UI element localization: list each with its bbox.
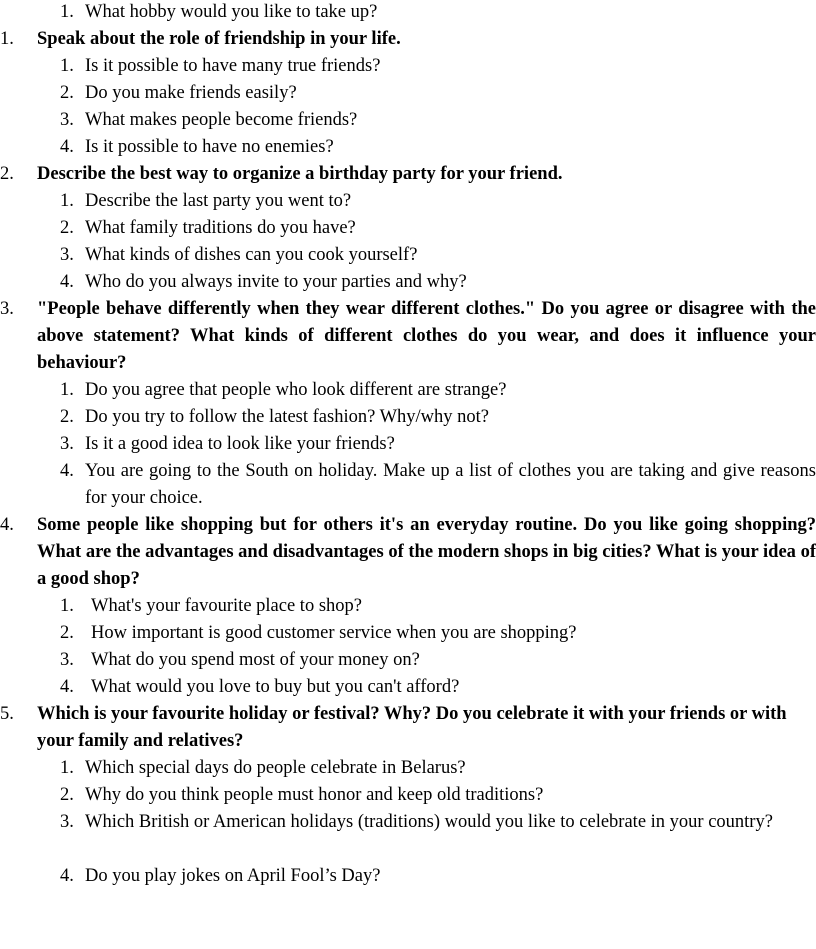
item-text: Who do you always invite to your parties and why? [85, 272, 467, 292]
item-number: 1. [60, 758, 74, 778]
list-item [0, 863, 816, 890]
item-text: Do you try to follow the latest fashion? Why/why not? [85, 407, 490, 427]
item-number: 1. [60, 596, 74, 616]
item-text: What makes people become friends? [85, 110, 358, 130]
question-number: 1. [0, 29, 14, 49]
item-text: Is it a good idea to look like your friends? [85, 434, 395, 454]
list-item [0, 53, 816, 80]
list-item [0, 674, 816, 701]
item-number: 4. [60, 677, 74, 697]
question-text: Speak about the role of friendship in your life. [37, 29, 401, 49]
item-text: Describe the last party you went to? [85, 191, 352, 211]
item-text: Do you play jokes on April Fool’s Day? [85, 866, 381, 886]
item-text: Is it possible to have no enemies? [85, 137, 334, 157]
item-number: 4. [60, 272, 74, 292]
list-item [0, 593, 816, 620]
question-text: Some people like shopping but for others it's an everyday routine. Do you like going shopping? What are the advantages and disadvantages of the modern shops in big cities? What is your idea of a good shop? [37, 515, 816, 589]
item-text: You are going to the South on holiday. Make up a list of clothes you are taking and give reasons for your choice. [85, 461, 816, 508]
item-number: 4. [60, 137, 74, 157]
question-3 [0, 296, 816, 377]
item-number: 3. [60, 434, 74, 454]
item-number: 1. [60, 191, 74, 211]
list-item [0, 215, 816, 242]
item-number: 4. [60, 461, 74, 481]
item-number: 1. [60, 2, 74, 22]
item-number: 3. [60, 650, 74, 670]
item-number: 3. [60, 812, 74, 832]
item-text: What hobby would you like to take up? [85, 2, 378, 22]
item-number: 3. [60, 245, 74, 265]
question-text: Which is your favourite holiday or festival? Why? Do you celebrate it with your friends or with your family and relatives? [37, 704, 787, 751]
item-text: Do you make friends easily? [85, 83, 297, 103]
question-number: 3. [0, 299, 14, 319]
item-number: 2. [60, 83, 74, 103]
question-1 [0, 26, 816, 53]
list-item [0, 80, 816, 107]
list-item [0, 620, 816, 647]
list-item [0, 647, 816, 674]
list-item [0, 809, 816, 863]
list-item [0, 134, 816, 161]
question-4 [0, 512, 816, 593]
list-item [0, 107, 816, 134]
item-number: 1. [60, 380, 74, 400]
item-text: How important is good customer service when you are shopping? [91, 623, 577, 643]
list-item [0, 269, 816, 296]
item-number: 4. [60, 866, 74, 886]
item-number: 2. [60, 407, 74, 427]
question-5 [0, 701, 816, 755]
item-text: What would you love to buy but you can't afford? [91, 677, 460, 697]
item-number: 3. [60, 110, 74, 130]
item-text: What family traditions do you have? [85, 218, 356, 238]
question-number: 4. [0, 515, 14, 535]
list-item [0, 458, 816, 512]
item-number: 2. [60, 785, 74, 805]
question-2 [0, 161, 816, 188]
list-item [0, 431, 816, 458]
list-item [0, 782, 816, 809]
question-text: Describe the best way to organize a birthday party for your friend. [37, 164, 563, 184]
list-item [0, 755, 816, 782]
item-number: 2. [60, 623, 74, 643]
question-text: "People behave differently when they wear different clothes." Do you agree or disagree with the above statement? What kinds of different clothes do you wear, and does it influence your behaviour? [37, 299, 816, 373]
list-item [0, 188, 816, 215]
question-number: 2. [0, 164, 14, 184]
item-text: What do you spend most of your money on? [91, 650, 420, 670]
item-text: Is it possible to have many true friends? [85, 56, 381, 76]
list-item [0, 0, 816, 26]
item-text: Which British or American holidays (traditions) would you like to celebrate in your country? [85, 812, 773, 832]
item-number: 1. [60, 56, 74, 76]
item-text: What kinds of dishes can you cook yourself? [85, 245, 418, 265]
question-number: 5. [0, 704, 14, 724]
item-number: 2. [60, 218, 74, 238]
item-text: Why do you think people must honor and keep old traditions? [85, 785, 544, 805]
list-item [0, 377, 816, 404]
list-item [0, 242, 816, 269]
item-text: Do you agree that people who look different are strange? [85, 380, 507, 400]
list-item [0, 404, 816, 431]
item-text: What's your favourite place to shop? [91, 596, 362, 616]
item-text: Which special days do people celebrate in Belarus? [85, 758, 466, 778]
